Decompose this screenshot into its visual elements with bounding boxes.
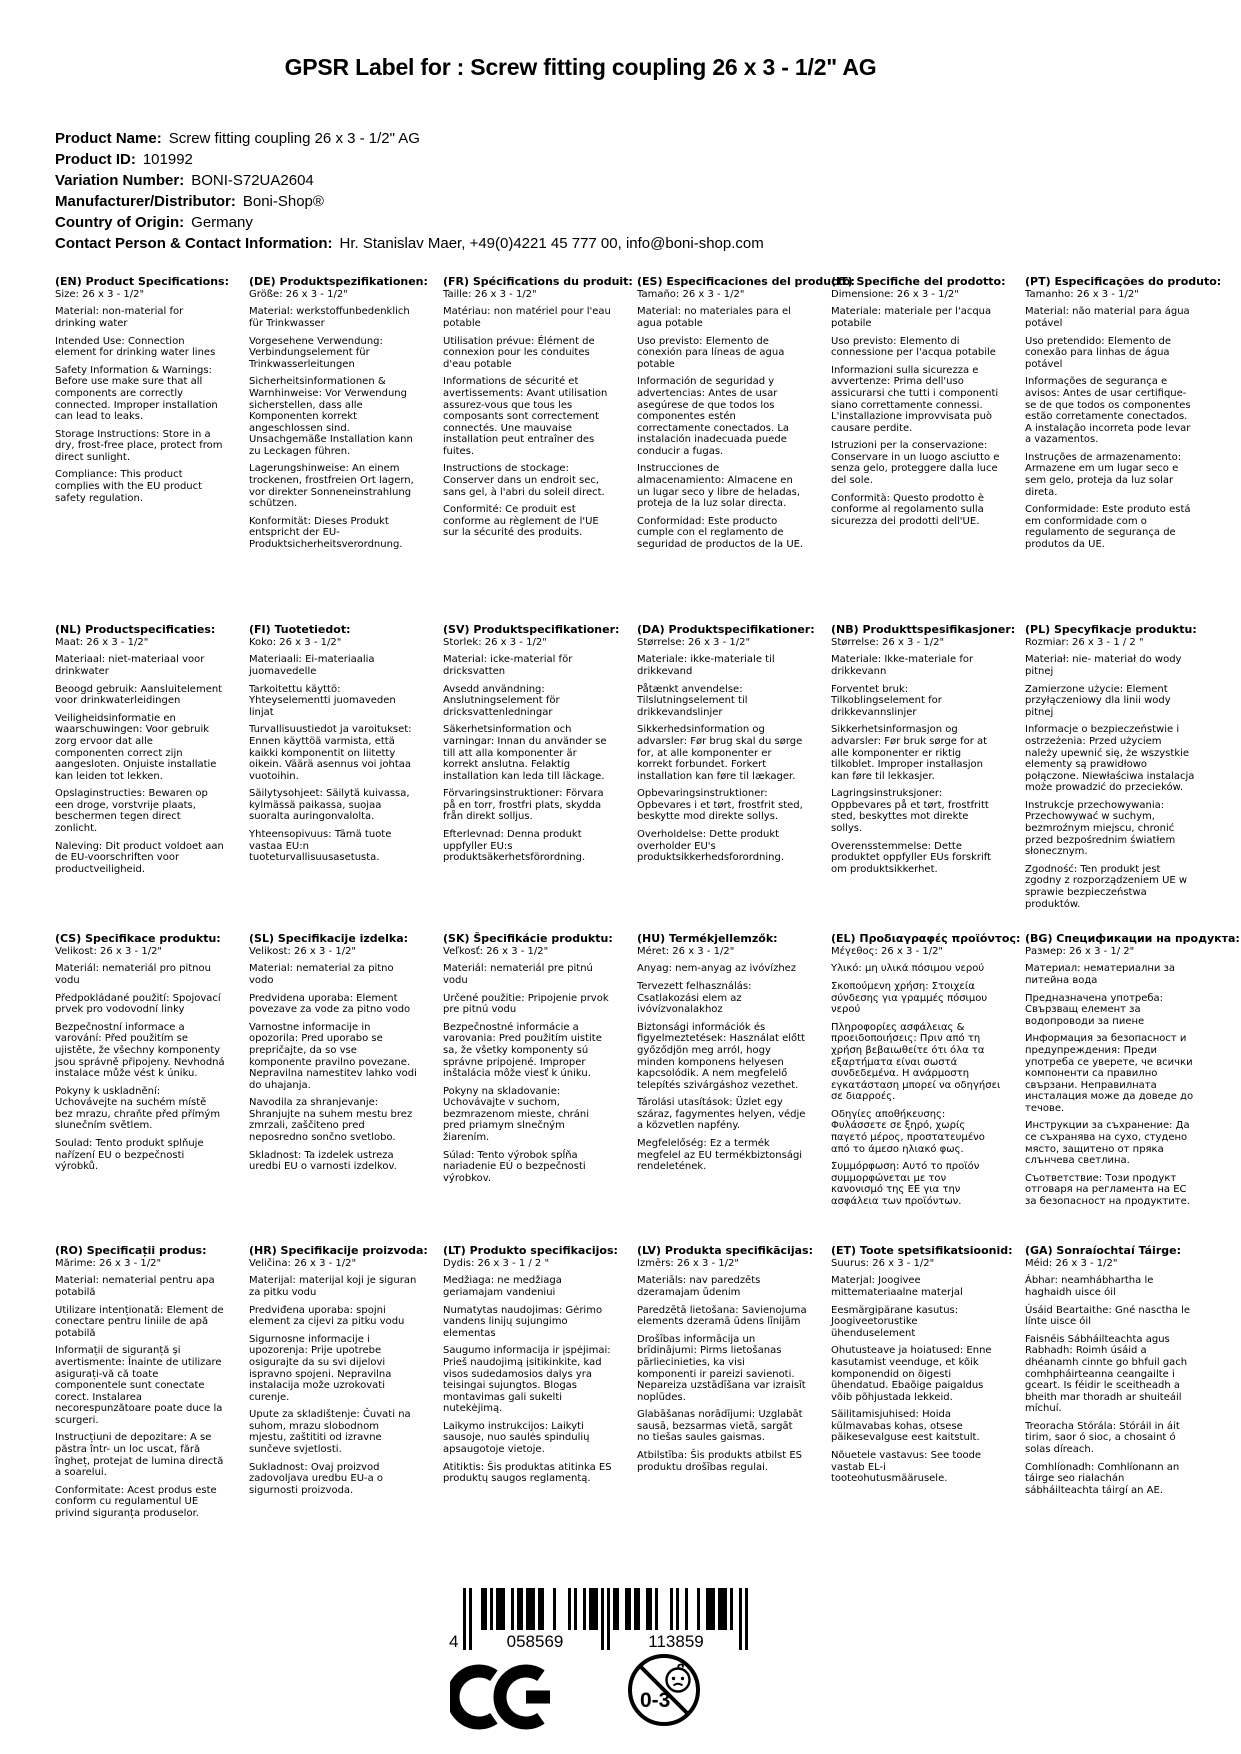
lang-header-bg: (BG) Спецификации на продукта: [1025, 932, 1240, 945]
lang-header-sv: (SV) Produktspecifikationer: [443, 623, 620, 636]
spec-paragraph: Opslaginstructies: Bewaren op een droge, vorstvrije plaats, beschermen tegen direct zonlicht. [55, 788, 208, 835]
spec-paragraph: Pokyny k uskladnění: Uchovávejte na suchém místě bez mrazu, chraňte před přímým slunečním světlem. [55, 1085, 221, 1132]
spec-paragraph: Izmērs: 26 x 3 - 1/2" [637, 1257, 739, 1269]
lang-block-pt [1025, 275, 1222, 624]
spec-paragraph: Materiál: nemateriál pro pitnou vodu [55, 963, 211, 986]
lang-header-fi: (FI) Tuotetiedot: [249, 623, 351, 636]
spec-paragraph: Размер: 26 x 3 - 1/ 2" [1025, 945, 1135, 957]
spec-paragraph: Saugumo informacija ir įspėjimai: Prieš naudojimą įsitikinkite, kad visos sudedamosios dalys yra teisingai sujungtos. Blogas montavimas gali sukelti nutekėjimą. [443, 1345, 611, 1415]
spec-paragraph: Påtænkt anvendelse: Tilslutningselement til drikkevandslinjer [637, 683, 748, 718]
spec-paragraph: Säilytysohjeet: Säilytä kuivassa, kylmässä paikassa, suojaa suoralta auringonvalolta. [249, 788, 410, 823]
spec-paragraph: Predvidena uporaba: Element povezave za vode za pitno vodo [249, 992, 411, 1016]
spec-paragraph: Υλικό: μη υλικά πόσιμου νερού [831, 963, 985, 975]
spec-paragraph: Materiał: nie- materiał do wody pitnej [1025, 654, 1182, 677]
lang-header-nl: (NL) Productspecificaties: [55, 623, 216, 636]
country-of-origin-value: Germany [191, 214, 253, 231]
spec-paragraph: Material: no materiales para el agua potable [637, 306, 791, 329]
spec-paragraph: Bezpečnostní informace a varování: Před použitím se ujistěte, že všechny komponenty jsou správně připojeny. Nevhodná instalace může vést k úniku. [55, 1021, 225, 1080]
country-of-origin-row [55, 212, 764, 233]
lang-header-nb: (NB) Produkttspesifikasjoner: [831, 623, 1016, 636]
spec-paragraph: Conformidade: Este produto está em conformidade com o regulamento de segurança de produtos da UE. [1025, 504, 1191, 551]
spec-paragraph: Conformidad: Este producto cumple con el reglamento de seguridad de productos de la UE. [637, 515, 804, 551]
spec-paragraph: Zgodność: Ten produkt jest zgodny z rozporządzeniem UE w sprawie bezpieczeństwa produktów. [1025, 863, 1188, 910]
product-id-value: 101992 [142, 151, 193, 168]
spec-paragraph: Intended Use: Connection element for drinking water lines [55, 335, 216, 359]
spec-paragraph: Safety Information & Warnings: Before use make sure that all components are correctly connected. Improper installation can lead to leaks. [55, 364, 218, 423]
spec-paragraph: Tervezett felhasználás: Csatlakozási elem az ivóvízvonalakhoz [637, 980, 752, 1016]
lang-block-et [831, 1244, 1013, 1526]
spec-paragraph: Informacje o bezpieczeństwie i ostrzeżenia: Przed użyciem należy upewnić się, że wszystkie elementy są prawidłowo połączone. Niewłaściwa instalacja może prowadzić do przecieków. [1025, 724, 1195, 794]
contact-row [55, 233, 764, 254]
product-info [55, 128, 764, 254]
spec-paragraph: Størrelse: 26 x 3 - 1/2" [637, 636, 751, 648]
spec-paragraph: Informații de siguranță și avertismente: Înainte de utilizare asigurați-vă că toate componentele sunt conectate corect. Instalarea necorespunzătoare poate duce la scurgeri. [55, 1345, 223, 1426]
age-warning-text: 0-3 [640, 1689, 671, 1712]
spec-paragraph: Größe: 26 x 3 - 1/2" [249, 288, 348, 300]
spec-paragraph: Numatytas naudojimas: Gėrimo vandens linijų sujungimo elementas [443, 1304, 603, 1339]
lang-block-fi [249, 624, 419, 933]
spec-paragraph: Comhlíonadh: Comhlíonann an táirge seo rialachán sábháilteachta táirgí an AE. [1025, 1461, 1180, 1496]
spec-paragraph: Veiligheidsinformatie en waarschuwingen: Voor gebruik zorg ervoor dat alle componenten correct zijn aangesloten. Onjuiste installatie kan leiden tot lekken. [55, 712, 217, 782]
spec-paragraph: Pokyny na skladovanie: Uchovávajte v suchom, bezmrazenom mieste, chráni pred priamym slnečným žiarením. [443, 1085, 590, 1144]
spec-paragraph: Laikymo instrukcijos: Laikyti sausoje, nuo saulės spindulių apsaugotoje vietoje. [443, 1420, 590, 1456]
ce-mark-icon [450, 1662, 556, 1736]
spec-paragraph: Materiale: Ikke-materiale for drikkevann [831, 654, 974, 677]
spec-paragraph: Lagerungshinweise: An einem trockenen, frostfreien Ort lagern, vor direkter Sonneneinstrahlung schützen. [249, 463, 414, 510]
spec-paragraph: Opbevaringsinstruktioner: Opbevares i et tørt, frostfrit sted, beskytte mod direkte sollys. [637, 788, 803, 823]
spec-paragraph: Yhteensopivuus: Tämä tuote vastaa EU:n tuoteturvallisuusasetusta. [249, 829, 392, 864]
spec-paragraph: Avsedd användning: Anslutningselement för dricksvattenledningar [443, 683, 560, 718]
lang-block-ga [1025, 1245, 1195, 1526]
spec-paragraph: Materjal: Joogivee mittemateriaalne materjal [831, 1275, 963, 1298]
lang-header-da: (DA) Produktspecifikationer: [637, 623, 815, 636]
spec-paragraph: Instrucțiuni de depozitare: A se păstra într- un loc uscat, fără îngheț, protejat de lumina directă a soarelui. [55, 1432, 224, 1479]
spec-paragraph: Konformität: Dieses Produkt entspricht der EU-Produktsicherheitsverordnung. [249, 515, 403, 551]
spec-paragraph: Taille: 26 x 3 - 1/2" [443, 288, 537, 300]
lang-block-es [637, 275, 855, 624]
lang-block-da [637, 623, 815, 933]
spec-paragraph: Instrucciones de almacenamiento: Almacene en un lugar seco y libre de heladas, proteja de la luz solar directa. [637, 463, 801, 510]
spec-paragraph: Tárolási utasítások: Üzlet egy száraz, fagymentes helyen, védje a közvetlen napfény. [637, 1097, 806, 1132]
spec-paragraph: Materiaal: niet-materiaal voor drinkwater [55, 654, 205, 677]
spec-paragraph: Navodila za shranjevanje: Shranjujte na suhem mestu brez zmrzali, zaščiteno pred neposredno sončno svetlobo. [249, 1097, 413, 1144]
spec-paragraph: Eesmärgipärane kasutus: Joogiveetorustike ühenduselement [831, 1304, 959, 1339]
ean-barcode-svg [443, 1588, 753, 1652]
spec-paragraph: Οδηγίες αποθήκευσης: Φυλάσσετε σε ξηρό, χωρίς παγετό μέρος, προστατευμένο από το άμεσο ηλιακό φως. [831, 1108, 985, 1155]
spec-paragraph: Conformité: Ce produit est conforme au règlement de l'UE sur la sécurité des produits. [443, 504, 599, 539]
spec-paragraph: Informazioni sulla sicurezza e avvertenze: Prima dell'uso assicurarsi che tutti i componenti siano correttamente connessi. L'installazione improvvisata può causare perdite. [831, 364, 999, 434]
spec-paragraph: Säkerhetsinformation och varningar: Innan du använder se till att alla komponenter är korrekt anslutna. Felaktig installation kan leda till läckage. [443, 724, 607, 782]
spec-paragraph: Overholdelse: Dette produkt overholder EU's produktsikkerhedsforordning. [637, 829, 785, 864]
lang-header-de: (DE) Produktspezifikationen: [249, 275, 428, 288]
lang-block-bg [1025, 932, 1240, 1245]
lang-block-lv [637, 1244, 813, 1526]
lang-header-it: (IT) Specifiche del prodotto: [831, 275, 1006, 288]
spec-paragraph: Størrelse: 26 x 3 - 1/2" [831, 636, 945, 648]
spec-paragraph: Förvaringsinstruktioner: Förvara på en torr, frostfri plats, skydda från direkt solljus. [443, 788, 604, 823]
spec-paragraph: Πληροφορίες ασφάλειας & προειδοποιήσεις: Πριν από τη χρήση βεβαιωθείτε ότι όλα τα εξαρτήματα είναι σωστά συνδεδεμένα. Η ανάρμοστη εγκατάσταση μπορεί να οδηγήσει σε διαρροές. [831, 1021, 1001, 1103]
spec-paragraph: Tamanho: 26 x 3 - 1/2" [1025, 288, 1139, 300]
spec-paragraph: Material: non-material for drinking water [55, 306, 184, 329]
spec-paragraph: Μέγεθος: 26 x 3 - 1/2" [831, 945, 944, 957]
manufacturer-value: Boni-Shop® [242, 193, 324, 210]
spec-paragraph: Sukladnost: Ovaj proizvod zadovoljava uredbu EU-a o sigurnosti proizvoda. [249, 1461, 384, 1496]
spec-paragraph: Beoogd gebruik: Aansluitelement voor drinkwaterleidingen [55, 683, 223, 707]
spec-paragraph: Glabāšanas norādījumi: Uzglabāt sausā, bezsarmas vietā, sargāt no tiešas saules gaismas. [637, 1409, 803, 1444]
spec-paragraph: Ohutusteave ja hoiatused: Enne kasutamist veenduge, et kõik komponendid on õigesti ühendatud. Ebaõige paigaldus võib põhjustada lekkeid. [831, 1345, 992, 1403]
spec-paragraph: Atbilstība: Šis produkts atbilst ES produktu drošības regulai. [637, 1450, 803, 1473]
contact-label: Contact Person & Contact Information: [55, 235, 333, 252]
lang-block-nb [831, 623, 1016, 933]
lang-block-sl [249, 933, 419, 1245]
spec-paragraph: Size: 26 x 3 - 1/2" [55, 288, 145, 300]
lang-block-lt [443, 1244, 618, 1526]
product-name-row [55, 128, 764, 149]
spec-paragraph: Instrukcje przechowywania: Przechowywać w suchym, bezmroźnym miejscu, chronić przed bezpośrednim światłem słonecznym. [1025, 799, 1176, 858]
lang-block-en [55, 275, 229, 624]
spec-paragraph: Velikost: 26 x 3 - 1/2" [249, 945, 357, 957]
spec-paragraph: Treoracha Stórála: Stóráil in áit tirim, saor ó sioc, a chosaint ó solas díreach. [1025, 1420, 1180, 1456]
spec-paragraph: Úsáid Beartaithe: Gné nasctha le línte uisce óil [1025, 1304, 1191, 1328]
spec-paragraph: Предназначена употреба: Свързващ елемент за водопроводи за пиене [1025, 992, 1164, 1027]
spec-paragraph: Materijal: materijal koji je siguran za pitku vodu [249, 1275, 417, 1298]
spec-paragraph: Koko: 26 x 3 - 1/2" [249, 636, 342, 648]
spec-paragraph: Materiāls: nav paredzēts dzeramajam ūdenim [637, 1275, 761, 1298]
spec-paragraph: Información de seguridad y advertencias: Antes de usar asegúrese de que todos los componentes estén correctamente conectados. La instalación inadecuada puede conducir a fugas. [637, 376, 790, 457]
lang-block-cs [55, 933, 225, 1245]
lang-block-it [831, 275, 1006, 624]
lang-block-hu [637, 933, 807, 1245]
spec-paragraph: Rozmiar: 26 x 3 - 1 / 2 " [1025, 636, 1144, 648]
spec-paragraph: Sicherheitsinformationen & Warnhinweise: Vor Verwendung sicherstellen, dass alle Komponenten korrekt angeschlossen sind. Unsachgemäße Installation kann zu Leckagen führen. [249, 376, 413, 457]
spec-paragraph: Sigurnosne informacije i upozorenja: Prije upotrebe osigurajte da su svi dijelovi ispravno spojeni. Nepravilna instalacija može uzrokovati curenje. [249, 1333, 392, 1403]
product-id-row [55, 149, 764, 170]
spec-paragraph: Veličina: 26 x 3 - 1/2" [249, 1257, 357, 1269]
spec-paragraph: Naleving: Dit product voldoet aan de EU-voorschriften voor productveiligheid. [55, 840, 224, 875]
spec-paragraph: Storage Instructions: Store in a dry, frost-free place, protect from direct sunlight. [55, 428, 223, 463]
spec-paragraph: Съответствие: Този продукт отговаря на регламента на ЕС за безопасност на продуктите. [1025, 1172, 1190, 1208]
barcode-digit-lead: 4 [449, 1632, 459, 1651]
lang-block-el [831, 932, 1021, 1245]
barcode-digits-right: 113859 [648, 1632, 704, 1651]
ean-barcode [443, 1588, 753, 1656]
spec-paragraph: Sikkerhedsinformation og advarsler: Før brug skal du sørge for, at alle komponenter er korrekt forbundet. Forkert installation kan føre til lækager. [637, 724, 803, 782]
lang-block-nl [55, 624, 225, 933]
lang-header-en: (EN) Product Specifications: [55, 275, 229, 288]
product-name-value: Screw fitting coupling 26 x 3 - 1/2" AG [168, 130, 420, 147]
spec-paragraph: Anyag: nem-anyag az ivóvízhez [637, 963, 797, 975]
spec-paragraph: Dydis: 26 x 3 - 1 / 2 " [443, 1257, 550, 1269]
spec-paragraph: Material: não material para água potável [1025, 306, 1190, 329]
spec-paragraph: Ábhar: neamhábhartha le haghaidh uisce óil [1025, 1275, 1154, 1298]
spec-paragraph: Efterlevnad: Denna produkt uppfyller EU:s produktsäkerhetsförordning. [443, 829, 586, 864]
barcode-digits-left: 058569 [506, 1632, 564, 1651]
page-title: GPSR Label for : Screw fitting coupling 26 x 3 - 1/2" AG [284, 54, 877, 80]
spec-paragraph: Информация за безопасност и предупреждения: Преди употреба се уверете, че всички компоненти са правилно свързани. Неправилната инсталация може да доведе до течове. [1025, 1033, 1194, 1114]
spec-paragraph: Lagringsinstruksjoner: Oppbevares på et tørt, frostfritt sted, beskyttes mot direkte sollys. [831, 788, 989, 835]
lang-header-el: (EL) Προδιαγραφές προϊόντος: [831, 932, 1021, 945]
lang-header-ro: (RO) Specificații produs: [55, 1244, 207, 1257]
spec-paragraph: Turvallisuustiedot ja varoitukset: Ennen käyttöä varmista, että kaikki komponentit on liitetty oikein. Väärä asennus voi johtaa vuotoihin. [249, 724, 412, 782]
spec-paragraph: Předpokládané použití: Spojovací prvek pro vodovodní linky [55, 992, 221, 1016]
lang-block-pl [1025, 624, 1195, 933]
spec-paragraph: Megfelelőség: Ez a termék megfelel az EU termékbiztonsági rendeletének. [637, 1138, 803, 1173]
baby-face-icon [667, 1665, 690, 1692]
country-of-origin-label: Country of Origin: [55, 214, 185, 231]
product-id-label: Product ID: [55, 151, 136, 168]
spec-paragraph: Méret: 26 x 3 - 1/2" [637, 945, 735, 957]
lang-block-sk [443, 933, 613, 1245]
lang-header-sk: (SK) Špecifikácie produktu: [443, 932, 613, 945]
lang-header-et: (ET) Toote spetsifikatsioonid: [831, 1244, 1013, 1257]
spec-paragraph: Atitiktis: Šis produktas atitinka ES produktų saugos reglamentą. [443, 1461, 612, 1485]
spec-paragraph: Forventet bruk: Tilkoblingselement for drikkevannslinjer [831, 683, 942, 718]
spec-paragraph: Utilizare intenționată: Element de conectare pentru liniile de apă potabilă [55, 1304, 224, 1339]
spec-paragraph: Matériau: non matériel pour l'eau potable [443, 306, 611, 329]
language-specifications-grid [55, 275, 1240, 1526]
spec-paragraph: Materiale: ikke-materiale til drikkevand [637, 654, 775, 677]
spec-paragraph: Bezpečnostné informácie a varovania: Pred použitím uistite sa, že všetky komponenty sú správne pripojené. Improper inštalácia môže viesť k úniku. [443, 1021, 602, 1080]
lang-block-hr [249, 1244, 428, 1526]
variation-number-value: BONI-S72UA2604 [191, 172, 314, 189]
spec-paragraph: Tamaño: 26 x 3 - 1/2" [637, 288, 745, 300]
spec-paragraph: Velikost: 26 x 3 - 1/2" [55, 945, 163, 957]
spec-paragraph: Istruzioni per la conservazione: Conservare in un luogo asciutto e senza gelo, proteggere dalla luce del sole. [831, 440, 1000, 487]
product-name-label: Product Name: [55, 130, 162, 147]
spec-paragraph: Material: werkstoffunbedenklich für Trinkwasser [249, 306, 410, 329]
spec-paragraph: Informations de sécurité et avertissements: Avant utilisation assurez-vous que tous les composants sont correctement connectés. Une mauvaise installation peut entraîner des fuites. [443, 376, 608, 457]
spec-paragraph: Material: nematerial pentru apa potabilă [55, 1275, 215, 1298]
lang-block-fr [443, 275, 633, 624]
manufacturer-label: Manufacturer/Distributor: [55, 193, 236, 210]
variation-number-label: Variation Number: [55, 172, 185, 189]
spec-paragraph: Nõuetele vastavus: See toode vastab EL-i tooteohutusmäärusele. [831, 1450, 982, 1485]
lang-header-fr: (FR) Spécifications du produit: [443, 275, 633, 288]
spec-paragraph: Súlad: Tento výrobok spĺňa nariadenie EÚ o bezpečnosti výrobkov. [443, 1149, 586, 1184]
spec-paragraph: Dimensione: 26 x 3 - 1/2" [831, 288, 959, 300]
spec-paragraph: Material: nematerial za pitno vodo [249, 963, 394, 986]
spec-paragraph: Materiál: nemateriál pre pitnú vodu [443, 963, 593, 986]
spec-paragraph: Uso previsto: Elemento de conexión para líneas de agua potable [637, 335, 785, 370]
spec-paragraph: Utilisation prévue: Élément de connexion pour les conduites d'eau potable [443, 335, 595, 370]
spec-paragraph: Soulad: Tento produkt splňuje nařízení EU o bezpečnosti výrobků. [55, 1138, 204, 1173]
lang-header-ga: (GA) Sonraíochtaí Táirge: [1025, 1244, 1181, 1257]
spec-paragraph: Méid: 26 x 3 - 1/2" [1025, 1257, 1118, 1269]
spec-paragraph: Материал: нематериални за питейна вода [1025, 963, 1176, 986]
lang-header-pl: (PL) Specyfikacje produktu: [1025, 623, 1197, 636]
lang-header-pt: (PT) Especificações do produto: [1025, 275, 1222, 288]
spec-paragraph: Compliance: This product complies with the EU product safety regulation. [55, 469, 203, 504]
spec-paragraph: Instruções de armazenamento: Armazene em um lugar seco e sem gelo, proteja da luz solar direta. [1025, 451, 1182, 498]
spec-paragraph: Σκοπούμενη χρήση: Στοιχεία σύνδεσης για γραμμές πόσιμου νερού [831, 980, 988, 1016]
spec-paragraph: Uso previsto: Elemento di connessione per l'acqua potabile [831, 335, 996, 359]
spec-paragraph: Biztonsági információk és figyelmeztetések: Használat előtt győződjön meg arról, hogy minden komponens helyesen kapcsolódik. A nem megfelelő telepítés szivárgáshoz vezethet. [637, 1021, 805, 1091]
spec-paragraph: Materiaali: Ei-materiaalia juomavedelle [249, 654, 375, 677]
lang-header-lv: (LV) Produkta specifikācijas: [637, 1244, 813, 1257]
spec-paragraph: Veľkosť: 26 x 3 - 1/2" [443, 945, 549, 957]
lang-block-sv [443, 623, 620, 933]
age-warning-icon [626, 1652, 702, 1732]
spec-paragraph: Materiale: materiale per l'acqua potabile [831, 306, 992, 329]
lang-header-es: (ES) Especificaciones del producto: [637, 275, 855, 288]
spec-paragraph: Určené použitie: Pripojenie prvok pre pitnú vodu [443, 992, 609, 1016]
contact-value: Hr. Stanislav Maer, +49(0)4221 45 777 00, info@boni-shop.com [339, 235, 764, 252]
spec-paragraph: Uso pretendido: Elemento de conexão para linhas de água potável [1025, 335, 1171, 370]
spec-paragraph: Maat: 26 x 3 - 1/2" [55, 636, 149, 648]
lang-block-ro [55, 1245, 225, 1526]
spec-paragraph: Varnostne informacije in opozorila: Pred uporabo se prepričajte, da so vse komponente pravilno povezane. Nepravilna namestitev lahko vodi do uhajanja. [249, 1021, 417, 1091]
spec-paragraph: Drošības informācija un brīdinājumi: Pirms lietošanas pārliecinieties, ka visi komponenti ir pareizi savienoti. Nepareiza uzstādīšana var izraisīt noplūdes. [637, 1333, 806, 1403]
spec-paragraph: Upute za skladištenje: Čuvati na suhom, mrazu slobodnom mjestu, zaštititi od izravne sunčeve svjetlosti. [249, 1409, 411, 1456]
spec-paragraph: Storlek: 26 x 3 - 1/2" [443, 636, 547, 648]
spec-paragraph: Skladnost: Ta izdelek ustreza uredbi EU o varnosti izdelkov. [249, 1149, 397, 1173]
lang-block-de [249, 275, 428, 624]
spec-paragraph: Zamierzone użycie: Element przyłączeniowy dla linii wody pitnej [1025, 683, 1171, 718]
manufacturer-row [55, 191, 764, 212]
variation-number-row [55, 170, 764, 191]
spec-paragraph: Tarkoitettu käyttö: Yhteyselementti juomaveden linjat [249, 683, 396, 718]
spec-paragraph: Vorgesehene Verwendung: Verbindungselement für Trinkwasserleitungen [249, 335, 383, 370]
spec-paragraph: Predviđena uporaba: spojni element za cijevi za pitku vodu [249, 1304, 405, 1328]
spec-paragraph: Material: icke-material för dricksvatten [443, 654, 573, 677]
spec-paragraph: Συμμόρφωση: Αυτό το προϊόν συμμορφώνεται με τον κανονισμό της ΕΕ για την ασφάλεια των προϊόντων. [831, 1161, 980, 1208]
spec-paragraph: Conformità: Questo prodotto è conforme al regolamento sulla sicurezza dei prodotti dell'UE. [831, 492, 985, 527]
spec-paragraph: Paredzētā lietošana: Savienojuma elements dzeramā ūdens līnijām [637, 1304, 807, 1328]
spec-paragraph: Overensstemmelse: Dette produktet oppfyller EUs forskrift om produktsikkerhet. [831, 840, 992, 875]
spec-paragraph: Conformitate: Acest produs este conform cu regulamentul UE privind siguranța produselor. [55, 1484, 217, 1520]
lang-header-cs: (CS) Specifikace produktu: [55, 932, 221, 945]
spec-paragraph: Säilitamisjuhised: Hoida külmavabas kohas, otsese päikesevalguse eest kaitstult. [831, 1409, 980, 1444]
spec-paragraph: Instructions de stockage: Conserver dans un endroit sec, sans gel, à l'abri du soleil direct. [443, 463, 605, 498]
spec-paragraph: Инструкции за съхранение: Да се съхранява на сухо, студено място, защитено от пряка слънчева светлина. [1025, 1120, 1190, 1167]
lang-header-sl: (SL) Specifikacije izdelka: [249, 932, 409, 945]
lang-header-hr: (HR) Specifikacije proizvoda: [249, 1244, 428, 1257]
spec-paragraph: Suurus: 26 x 3 - 1/2" [831, 1257, 935, 1269]
spec-paragraph: Mărime: 26 x 3 - 1/2" [55, 1257, 162, 1269]
spec-paragraph: Informações de segurança e avisos: Antes de usar certifique-se de que todos os componentes estão corretamente conectados. A instalação incorreta pode levar a vazamentos. [1025, 376, 1191, 446]
spec-paragraph: Sikkerhetsinformasjon og advarsler: Før bruk sørge for at alle komponenter er riktig tilkoblet. Improper installasjon kan føre til lekkasjer. [831, 724, 988, 782]
spec-paragraph: Medžiaga: ne medžiaga geriamajam vandeniui [443, 1275, 562, 1298]
spec-paragraph: Faisnéis Sábháilteachta agus Rabhadh: Roimh úsáid a dhéanamh cinnte go bhfuil gach comhpháirteanna ceangailte i gceart. Is féidir le sceitheadh a bheith mar thoradh ar shuiteáil míchuí. [1025, 1333, 1188, 1415]
lang-header-lt: (LT) Produkto specifikacijos: [443, 1244, 618, 1257]
lang-header-hu: (HU) Termékjellemzők: [637, 932, 778, 945]
